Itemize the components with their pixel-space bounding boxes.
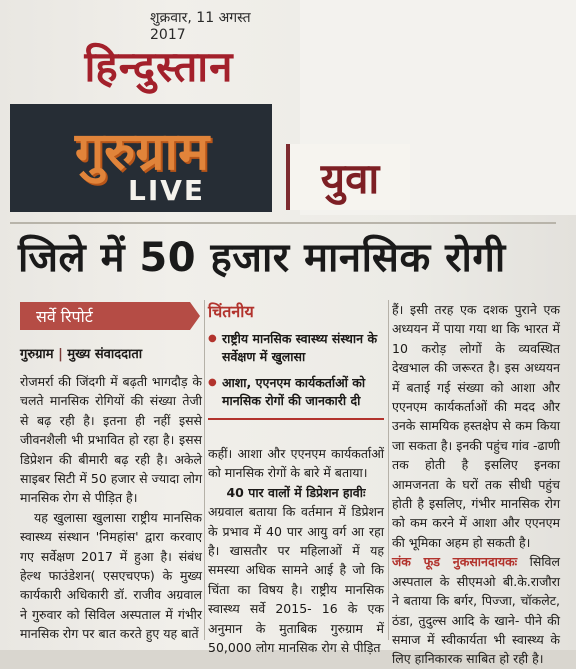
highlights-rule <box>208 418 384 420</box>
byline-separator: | <box>58 347 63 362</box>
column-divider <box>204 300 205 640</box>
article-headline: जिले में 50 हजार मानसिक रोगी <box>18 235 506 281</box>
highlights-heading: चिंतनीय <box>208 302 254 321</box>
paragraph: कहीं। आशा और एएनएम कार्यकर्ताओं को मानसिक रोगों के बारे में बताया। <box>208 446 384 481</box>
byline-place: गुरुग्राम <box>20 347 54 362</box>
masthead-logo <box>28 34 290 96</box>
header-divider <box>10 222 556 224</box>
banner-live: LIVE <box>128 174 206 207</box>
highlight-item: ● आशा, एएनएम कार्यकर्ताओं को मानसिक रोगों की जानकारी दी <box>208 374 384 410</box>
issue-date: शुक्रवार, 11 अगस्त 2017 <box>150 10 251 43</box>
column-divider <box>388 300 389 640</box>
paragraph: अग्रवाल बताया कि वर्तमान में डिप्रेशन के प्रभाव में 40 पार आयु वर्ग आ रहा है। खासतौर पर महिलाओं में यह समस्या अधिक सामने आई है जो कि चिंता का विषय है। राष्ट्रीय मानसिक स्वास्थ्य सर्वे 2015- 16 के एक अनुमान के मुताबिक गुरुग्राम में 50,000 लोग मानसिक रोग से पीड़ित <box>208 504 384 656</box>
paragraph: रोजमर्रा की जिंदगी में बढ़ती भागदौड़ के चलते मानसिक रोगियों की संख्या तेजी से बढ़ रही है। इतना ही नहीं इससे जीवनशैली भी प्रभावित हो रहा है। इसस डिप्रेशन की बीमारी बढ़ रही है। अकेले साइबर सिटी में 50 हजार से ज्यादा लोग मानसिक रोग से पीड़ित है। <box>20 374 202 506</box>
highlight-item: ● राष्ट्रीय मानसिक स्वास्थ्य संस्थान के सर्वेक्षण में खुलासा <box>208 330 384 366</box>
article-column-1 <box>20 372 202 644</box>
byline-author: मुख्य संवाददाता <box>67 347 143 362</box>
paragraph: हैं। इसी तरह एक दशक पुराने एक अध्ययन में पाया गया था कि भारत में 10 करोड़ लोगों के व्यवस्थित देखभाल की जरूरत है। इस अध्ययन में बताई गई संख्या को आशा और एएनएम कार्यकर्ताओं की मदद और उनके सामयिक हस्तक्षेप से कम किया जा सकता है। इनकी पहुंच गांव -ढाणी तक होती है इसलिए इनका आमजनता के घरों तक सीधी पहुंच होती है इसलिए, गंभीर मानसिक रोग को कम करने में आशा और एएनएम की भूमिका अहम हो सकती है। <box>392 302 561 550</box>
masthead-title: हिन्दुस्तान <box>84 41 234 91</box>
highlights-box <box>208 300 384 436</box>
section-tag-label: युवा <box>320 153 380 203</box>
byline <box>20 344 200 362</box>
article-column-3 <box>392 300 560 669</box>
subheading: 40 पार वालों में डिप्रेशन हावीः <box>226 484 366 500</box>
section-tag-yuva <box>286 144 410 210</box>
subheading: जंक फूड नुकसानदायकः <box>392 554 518 570</box>
banner-city: गुरुग्राम <box>74 122 210 182</box>
paragraph-tail: सिविल अस्पताल के सीएमओ बी.के.राजौरा ने बताया कि बर्गर, पिज्जा, चॉकलेट, ठंडा, तुदुल्स आदि के खाने- पीने की समाज में स्वीकार्यता भी स्वास्थ्य के लिए हानिकारक साबित हो रही है। <box>392 554 560 667</box>
paragraph <box>392 552 560 668</box>
survey-report-tag: सर्वे रिपोर्ट <box>20 302 190 330</box>
section-banner <box>10 104 272 212</box>
paragraph: यह खुलासा खुलासा राष्ट्रीय मानसिक स्वास्थ्य संस्थान 'निमहांस' द्वारा करवाए गए सर्वेक्षण 2017 में हुआ है। संबंध हेल्थ फाउंडेशन( एसएचएफ) के मुख्य कार्यकारी अधिकारी डॉ. राजीव अग्रवाल ने गुरुवार को सिविल अस्पताल में गंभीर मानसिक रोग पर बात करते हुए यह बातें <box>20 509 202 642</box>
article-column-2 <box>208 444 384 657</box>
